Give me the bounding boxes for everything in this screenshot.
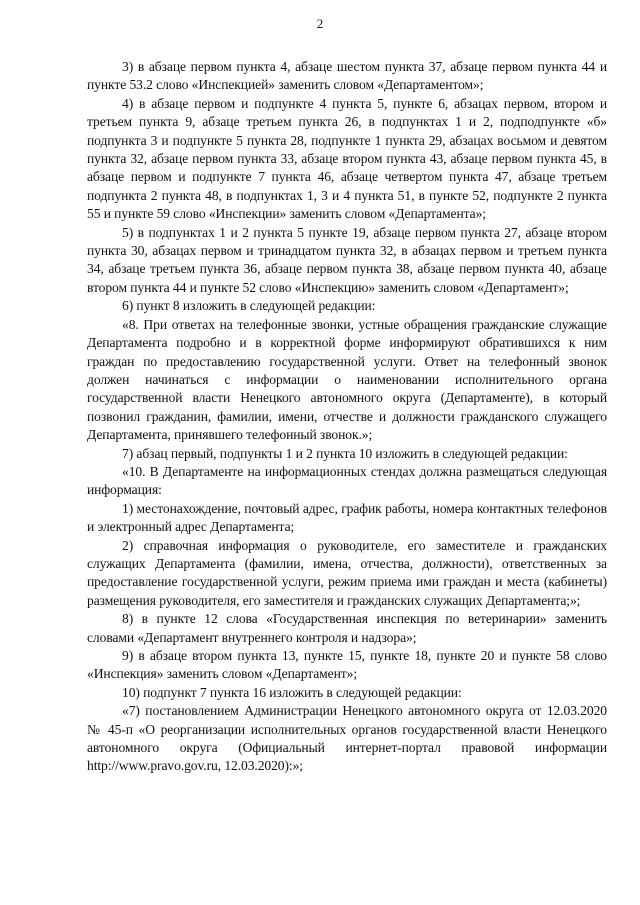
paragraph-item-7: 7) абзац первый, подпункты 1 и 2 пункта 10 изложить в следующей редакции:	[122, 445, 568, 461]
paragraph-item-4: 4) в абзаце первом и подпункте 4 пункта 5, пункте 6, абзацах первом, втором и третьем пункта 9, абзаце третьем пункта 26, в подпунктах 1 и 2, подподпункте «б» подпункта 3 и подпункте 5 пункта 28, подпункте 1 пункта 29, абзацах восьмом и девятом пункта 32, абзаце первом пункта 33, абзаце втором пункта 43, абзаце первом пункта 45, в абзаце первом и подпункте 7 пункта 46, абзаце четвертом пункта 47, абзаце третьем подпункта 2 пункта 48, в подпунктах 1, 3 и 4 пункта 51, в пункте 52, подпункте 2 пункта 55 и пункте 59 слово «Инспекции» заменить словом «Департамента»;	[87, 95, 607, 222]
quoted-subitem-7: «7) постановлением Администрации Ненецкого автономного округа от 12.03.2020 № 45-п «О реорганизации исполнительных органов государственной власти Ненецкого автономного округа (Официальный интернет-портал правовой информации http://www.pravo.gov.ru, 12.03.2020):»;	[87, 703, 607, 774]
quoted-paragraph-8: «8. При ответах на телефонные звонки, устные обращения гражданские служащие Департамента подробно и в корректной форме информируют обратившихся к ним граждан по предоставлению государственной услуги. Ответ на телефонный звонок должен начинаться с информации о наименовании исполнительного органа государственной власти Ненецкого автономного округа (Департаменте), в который позвонил гражданин, фамилии, имени, отчестве и должности гражданского служащего Департамента, принявшего телефонный звонок.»;	[87, 316, 607, 443]
paragraph-item-6: 6) пункт 8 изложить в следующей редакции:	[122, 298, 376, 314]
quoted-subitem-1: 1) местонахождение, почтовый адрес, график работы, номера контактных телефонов и электронный адрес Департамента;	[87, 500, 607, 535]
quoted-subitem-2: 2) справочная информация о руководителе, его заместителе и гражданских служащих Департамента (фамилии, имена, отчества, должности), ответственных за предоставление государственной услуги, режим приема ими граждан и места (кабинеты) размещения руководителя, его заместителя и гражданских служащих Департамента;»;	[87, 537, 607, 608]
document-body	[87, 58, 607, 776]
paragraph-item-8: 8) в пункте 12 слова «Государственная инспекция по ветеринарии» заменить словами «Департамент внутреннего контроля и надзора»;	[87, 611, 607, 645]
paragraph-item-5: 5) в подпунктах 1 и 2 пункта 5 пункте 19, абзаце первом пункта 27, абзаце втором пункта 30, абзацах первом и тринадцатом пункта 32, в абзацах первом и третьем пункта 34, абзаце третьем пункта 36, абзаце первом пункта 38, абзаце первом пункта 40, абзаце втором пункта 44 и пункте 52 слово «Инспекцию» заменить словом «Департамент»;	[87, 224, 607, 295]
paragraph-item-3: 3) в абзаце первом пункта 4, абзаце шестом пункта 37, абзаце первом пункта 44 и пункте 53.2 слово «Инспекцией» заменить словом «Департаментом»;	[87, 59, 607, 93]
paragraph-item-9: 9) в абзаце втором пункта 13, пункте 15, пункте 18, пункте 20 и пункте 58 слово «Инспекция» заменить словом «Департамент»;	[87, 648, 607, 682]
quoted-paragraph-10: «10. В Департаменте на информационных стендах должна размещаться следующая информация:	[87, 463, 607, 498]
page-number: 2	[316, 16, 324, 31]
paragraph-item-10: 10) подпункт 7 пункта 16 изложить в следующей редакции:	[122, 684, 462, 700]
